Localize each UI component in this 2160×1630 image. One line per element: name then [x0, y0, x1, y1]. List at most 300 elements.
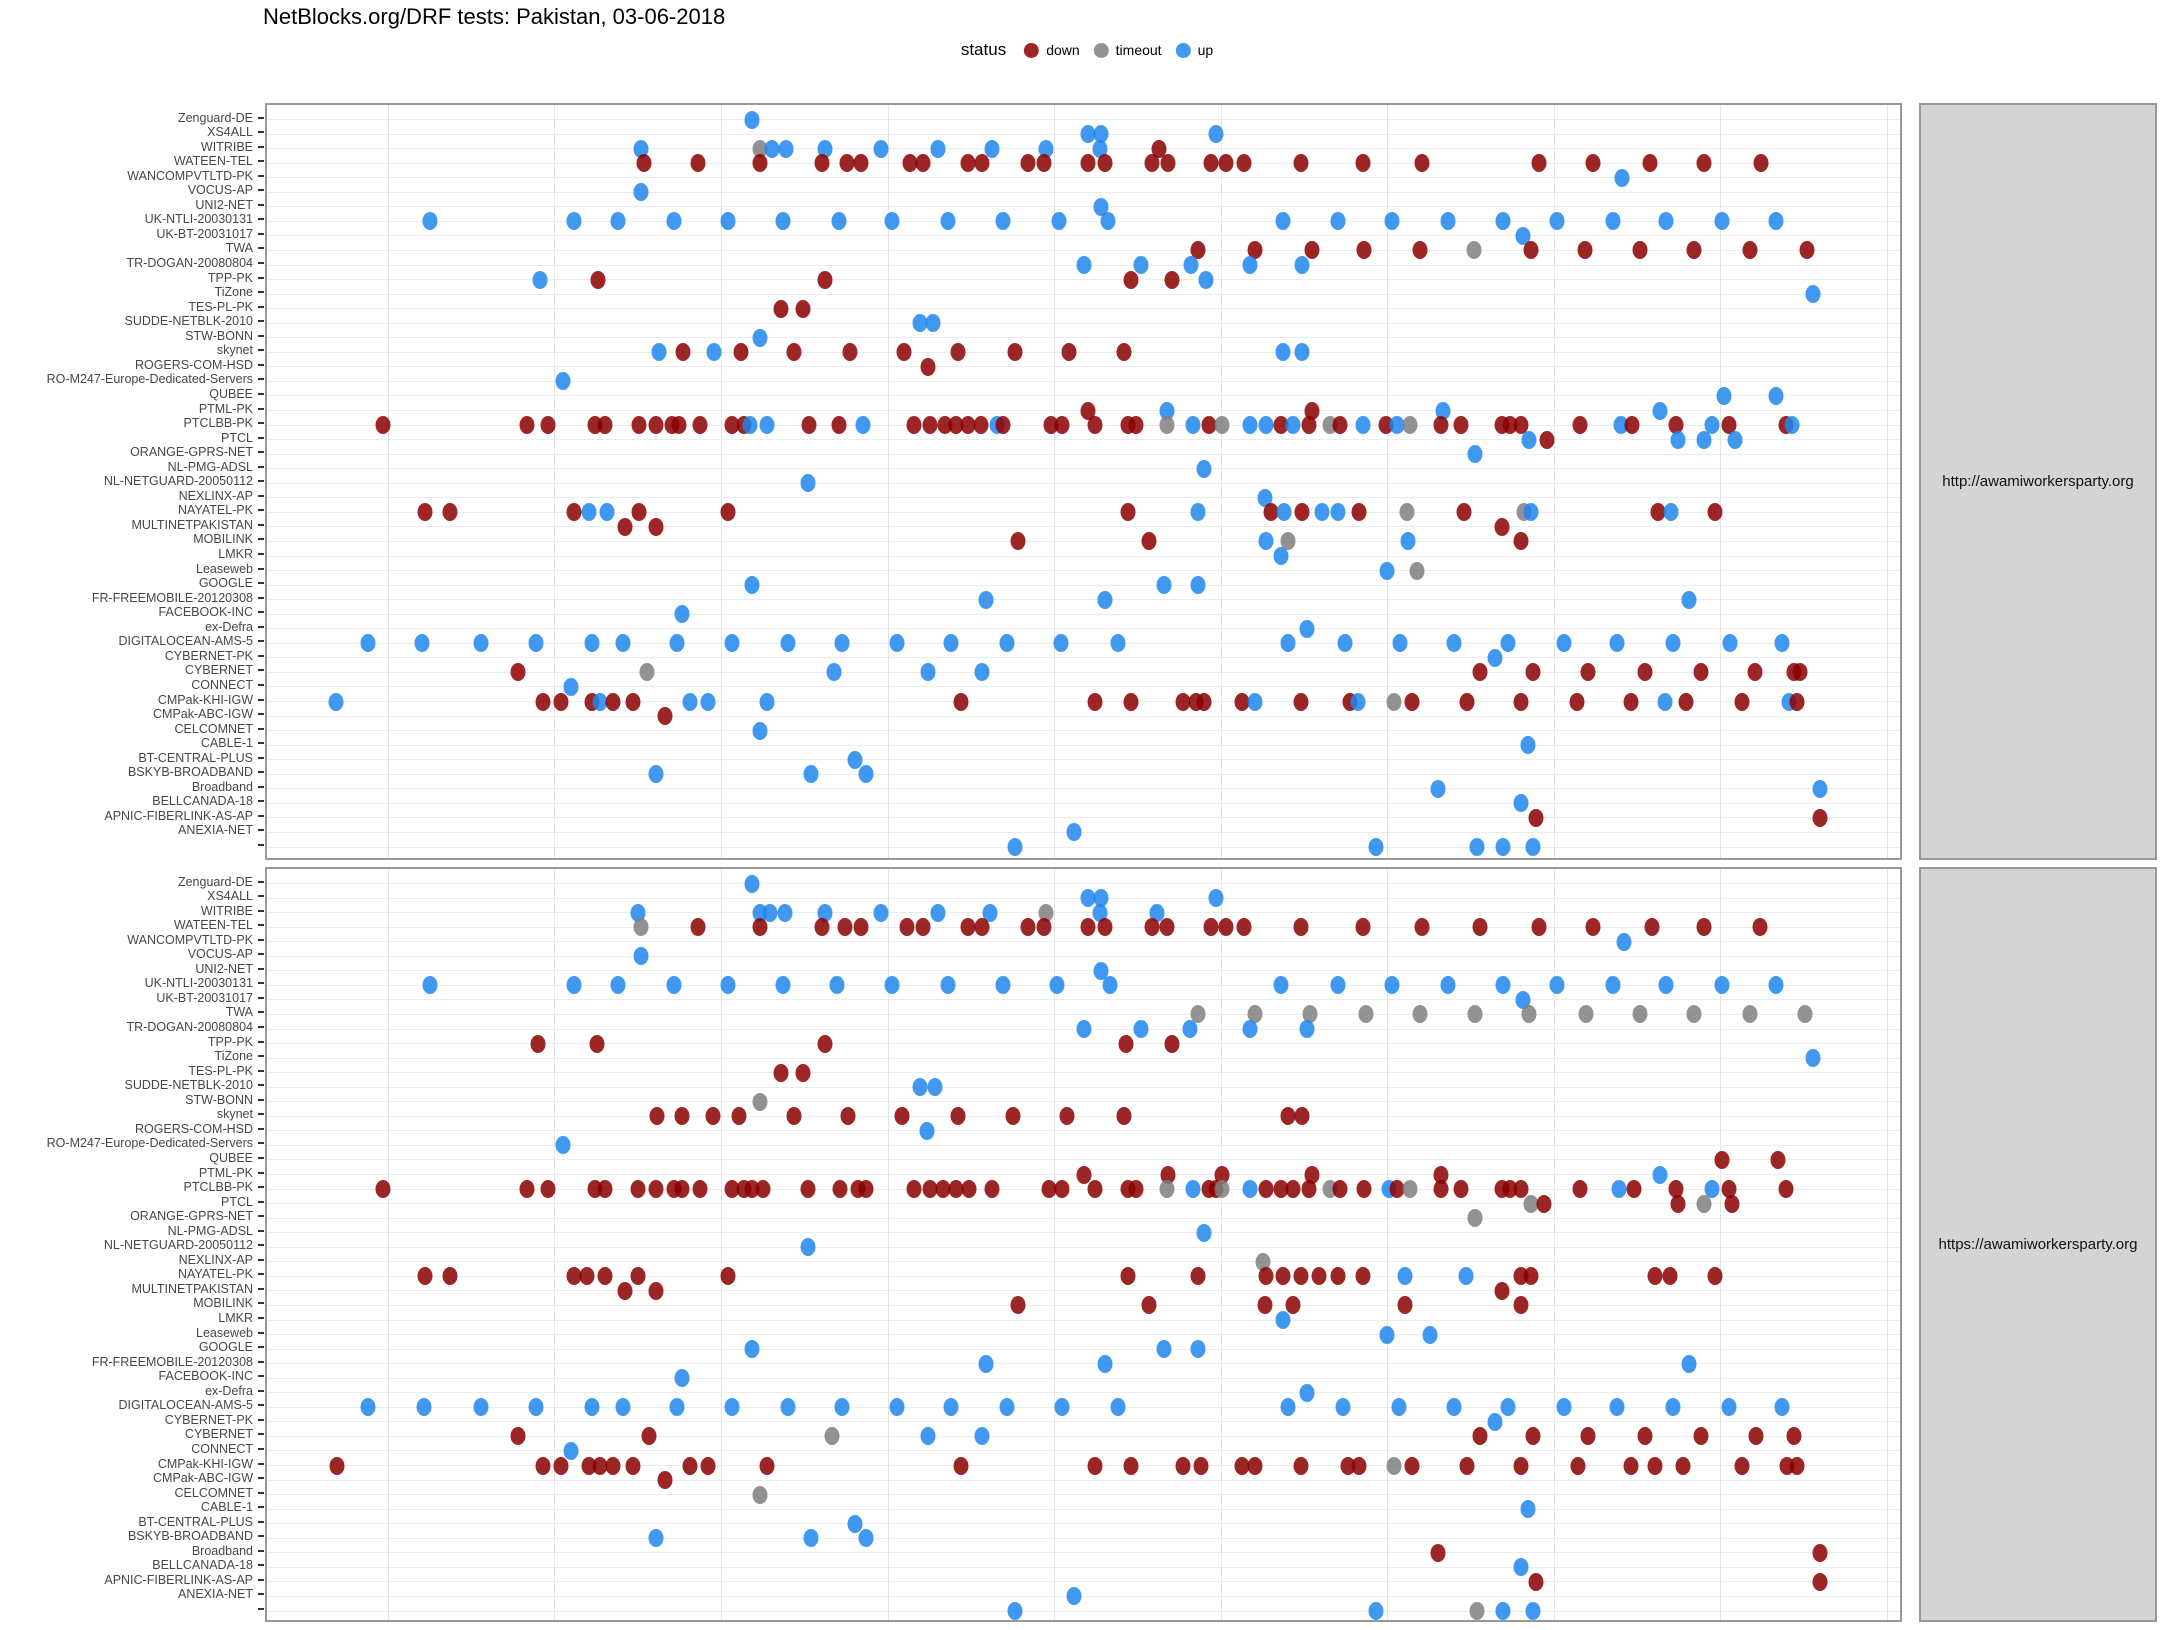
y-axis-labels-bottom-facet [0, 867, 265, 1622]
data-point-up [1806, 285, 1821, 303]
y-axis-label: DIGITALOCEAN-AMS-5 [118, 1398, 253, 1413]
data-point-down [815, 154, 830, 172]
data-point-up [759, 693, 774, 711]
data-point-down [1812, 1573, 1827, 1591]
data-point-down [962, 1180, 977, 1198]
data-point-down [1218, 918, 1233, 936]
data-point-down [1404, 1457, 1419, 1475]
data-point-down [442, 503, 457, 521]
y-tick-mark [258, 1244, 264, 1246]
data-point-up [1097, 1355, 1112, 1373]
y-axis-label: ORANGE-GPRS-NET [130, 445, 253, 460]
data-point-up [1682, 591, 1697, 609]
gridline-y [267, 1116, 1900, 1117]
data-point-up [874, 140, 889, 158]
y-axis-label: STW-BONN [185, 328, 253, 343]
y-axis-label: WATEEN-TEL [173, 154, 253, 169]
gridline-y [267, 1261, 1900, 1262]
y-axis-label: MULTINETPAKISTAN [131, 1281, 253, 1296]
y-tick-mark [258, 1041, 264, 1043]
data-point-up [776, 212, 791, 230]
gridline-x [1221, 869, 1222, 1620]
gridline-x [1887, 105, 1888, 858]
data-point-down [906, 1180, 921, 1198]
data-point-up [780, 1398, 795, 1416]
y-axis-label: WATEEN-TEL [173, 918, 253, 933]
y-tick-mark [258, 175, 264, 177]
data-point-down [1749, 1427, 1764, 1445]
y-axis-label: RO-M247-Europe-Dedicated-Servers [46, 1136, 253, 1151]
data-point-up [1285, 416, 1300, 434]
y-axis-label: APNIC-FIBERLINK-AS-AP [104, 808, 253, 823]
data-point-up [829, 976, 844, 994]
data-point-down [753, 154, 768, 172]
data-point-timeout [1798, 1005, 1813, 1023]
data-point-up [532, 271, 547, 289]
data-point-up [1007, 1602, 1022, 1620]
data-point-up [1666, 634, 1681, 652]
data-point-up [944, 634, 959, 652]
gridline-y [267, 526, 1900, 527]
y-tick-mark [258, 233, 264, 235]
y-axis-label: NEXLINX-AP [178, 1252, 253, 1267]
data-point-up [931, 140, 946, 158]
data-point-timeout [825, 1427, 840, 1445]
data-point-timeout [1409, 562, 1424, 580]
gridline-x [554, 105, 555, 858]
data-point-up [725, 634, 740, 652]
data-point-down [1623, 1457, 1638, 1475]
gridline-y [267, 1596, 1900, 1597]
data-point-up [1275, 343, 1290, 361]
data-point-down [1585, 154, 1600, 172]
data-point-down [1311, 1267, 1326, 1285]
data-point-down [1812, 1544, 1827, 1562]
y-axis-label: UK-BT-20031017 [156, 226, 253, 241]
data-point-down [1355, 1267, 1370, 1285]
data-point-down [896, 343, 911, 361]
y-tick-mark [258, 742, 264, 744]
data-point-down [774, 1064, 789, 1082]
y-axis-label: NAYATEL-PK [177, 503, 253, 518]
data-point-down [674, 1107, 689, 1125]
data-point-down [676, 343, 691, 361]
gridline-y [267, 585, 1900, 586]
data-point-up [927, 1078, 942, 1096]
timeout-status-dot-icon [1094, 43, 1109, 58]
y-axis-label: RO-M247-Europe-Dedicated-Servers [46, 372, 253, 387]
y-axis-label: UK-BT-20031017 [156, 990, 253, 1005]
gridline-y [267, 206, 1900, 207]
y-axis-label: Leaseweb [196, 561, 253, 576]
y-tick-mark [258, 437, 264, 439]
data-point-down [818, 1035, 833, 1053]
y-axis-label: GOOGLE [198, 576, 253, 591]
data-point-timeout [1215, 1180, 1230, 1198]
y-tick-mark [258, 786, 264, 788]
data-point-down [1293, 918, 1308, 936]
data-point-down [900, 918, 915, 936]
gridline-y [267, 381, 1900, 382]
y-axis-label: FR-FREEMOBILE-20120308 [91, 1354, 253, 1369]
data-point-down [1117, 343, 1132, 361]
data-point-up [1380, 562, 1395, 580]
data-point-down [1414, 154, 1429, 172]
data-point-up [847, 751, 862, 769]
gridline-y [267, 1378, 1900, 1379]
data-point-up [1721, 1398, 1736, 1416]
data-point-down [1648, 1457, 1663, 1475]
data-point-down [859, 1180, 874, 1198]
data-point-timeout [753, 1093, 768, 1111]
data-point-up [1243, 1180, 1258, 1198]
y-axis-label: PTML-PK [198, 1165, 253, 1180]
y-tick-mark [258, 1157, 264, 1159]
data-point-down [658, 707, 673, 725]
y-tick-mark [258, 218, 264, 220]
data-point-up [1440, 212, 1455, 230]
data-point-down [802, 416, 817, 434]
data-point-up [834, 1398, 849, 1416]
y-axis-label: CABLE-1 [200, 736, 253, 751]
data-point-up [633, 947, 648, 965]
data-point-down [1494, 518, 1509, 536]
y-tick-mark [258, 553, 264, 555]
data-point-down [1161, 154, 1176, 172]
data-point-up [1768, 976, 1783, 994]
data-point-down [720, 1267, 735, 1285]
y-axis-label: PTCLBB-PK [183, 1180, 253, 1195]
y-tick-mark [258, 895, 264, 897]
data-point-up [1401, 532, 1416, 550]
data-point-up [1385, 212, 1400, 230]
data-point-up [1605, 212, 1620, 230]
data-point-down [1357, 1180, 1372, 1198]
data-point-up [1185, 1180, 1200, 1198]
data-point-down [1007, 343, 1022, 361]
y-axis-label: UK-NTLI-20030131 [144, 976, 253, 991]
y-axis-label: TR-DOGAN-20080804 [126, 1020, 253, 1034]
data-point-down [442, 1267, 457, 1285]
y-tick-mark [258, 829, 264, 831]
data-point-down [1301, 1180, 1316, 1198]
data-point-down [1285, 1296, 1300, 1314]
data-point-down [625, 1457, 640, 1475]
data-point-up [1190, 576, 1205, 594]
y-axis-label: GOOGLE [198, 1340, 253, 1355]
data-point-up [1525, 838, 1540, 856]
data-point-up [803, 1529, 818, 1547]
y-tick-mark [258, 1084, 264, 1086]
data-point-down [1514, 1457, 1529, 1475]
data-point-down [1412, 241, 1427, 259]
legend [961, 40, 1213, 60]
gridline-y [267, 1334, 1900, 1335]
y-tick-mark [258, 306, 264, 308]
data-point-up [555, 1136, 570, 1154]
data-point-down [916, 918, 931, 936]
data-point-up [555, 372, 570, 390]
data-point-up [1331, 503, 1346, 521]
data-point-down [774, 300, 789, 318]
y-tick-mark [258, 728, 264, 730]
data-point-down [1648, 1267, 1663, 1285]
y-axis-label: QUBEE [209, 1150, 253, 1165]
data-point-down [753, 918, 768, 936]
data-point-down [1572, 1180, 1587, 1198]
data-point-up [890, 634, 905, 652]
data-point-up [780, 634, 795, 652]
data-point-up [1300, 1384, 1315, 1402]
y-axis-label: FACEBOOK-INC [158, 1369, 253, 1384]
data-point-up [725, 1398, 740, 1416]
data-point-up [1275, 1311, 1290, 1329]
data-point-up [1812, 780, 1827, 798]
data-point-down [1087, 1457, 1102, 1475]
data-point-down [375, 1180, 390, 1198]
data-point-up [1243, 256, 1258, 274]
data-point-down [1081, 154, 1096, 172]
y-tick-mark [258, 684, 264, 686]
data-point-up [1100, 212, 1115, 230]
legend-title: status [960, 40, 1007, 59]
y-tick-mark [258, 204, 264, 206]
data-point-down [648, 1282, 663, 1300]
data-point-down [1218, 154, 1233, 172]
data-point-up [1458, 1267, 1473, 1285]
data-point-down [960, 918, 975, 936]
data-point-down [1697, 154, 1712, 172]
data-point-down [1473, 663, 1488, 681]
data-point-down [720, 503, 735, 521]
data-point-up [856, 416, 871, 434]
y-tick-mark [258, 881, 264, 883]
y-axis-label: DIGITALOCEAN-AMS-5 [118, 634, 253, 649]
data-point-down [617, 1282, 632, 1300]
data-point-up [745, 111, 760, 129]
y-axis-label: MULTINETPAKISTAN [131, 517, 253, 532]
data-point-up [1715, 212, 1730, 230]
y-tick-mark [258, 1593, 264, 1595]
data-point-down [815, 918, 830, 936]
y-tick-mark [258, 1477, 264, 1479]
y-tick-mark [258, 262, 264, 264]
y-axis-label: CYBERNET [184, 663, 253, 678]
y-axis-label: ANEXIA-NET [177, 823, 253, 838]
gridline-y [267, 941, 1900, 942]
data-point-down [1708, 1267, 1723, 1285]
gridline-y [267, 1320, 1900, 1321]
data-point-down [1293, 693, 1308, 711]
data-point-down [838, 918, 853, 936]
data-point-down [1055, 416, 1070, 434]
data-point-down [1585, 918, 1600, 936]
y-axis-label: skynet [216, 343, 253, 358]
data-point-up [720, 212, 735, 230]
data-point-down [1305, 241, 1320, 259]
data-point-down [1532, 918, 1547, 936]
y-tick-mark [258, 844, 264, 846]
data-point-up [529, 634, 544, 652]
data-point-up [1066, 1587, 1081, 1605]
y-axis-label: NEXLINX-AP [178, 488, 253, 503]
data-point-up [800, 1238, 815, 1256]
data-point-down [818, 271, 833, 289]
y-tick-mark [258, 1113, 264, 1115]
data-point-up [1208, 125, 1223, 143]
data-point-up [563, 678, 578, 696]
y-axis-label: QUBEE [209, 386, 253, 401]
data-point-up [919, 1122, 934, 1140]
y-axis-label: MOBILINK [193, 532, 253, 547]
data-point-down [1117, 1107, 1132, 1125]
gridline-y [267, 730, 1900, 731]
gridline-y [267, 985, 1900, 986]
gridline-y [267, 1058, 1900, 1059]
data-point-up [1391, 1398, 1406, 1416]
data-point-down [1159, 918, 1174, 936]
data-point-up [1447, 1398, 1462, 1416]
data-point-up [1514, 794, 1529, 812]
data-point-down [519, 416, 534, 434]
data-point-down [1793, 663, 1808, 681]
data-point-up [581, 503, 596, 521]
data-point-down [960, 154, 975, 172]
data-point-down [1332, 1180, 1347, 1198]
data-point-down [1715, 1151, 1730, 1169]
data-point-down [375, 416, 390, 434]
y-tick-mark [258, 146, 264, 148]
data-point-down [1087, 416, 1102, 434]
data-point-up [1275, 212, 1290, 230]
gridline-y [267, 352, 1900, 353]
data-point-timeout [1742, 1005, 1757, 1023]
data-point-down [1434, 1180, 1449, 1198]
data-point-down [1626, 1180, 1641, 1198]
facet-label-https: https://awamiworkersparty.org [1938, 1236, 2138, 1253]
data-point-up [1470, 838, 1485, 856]
data-point-down [1625, 416, 1640, 434]
data-point-down [950, 1107, 965, 1125]
data-point-timeout [1687, 1005, 1702, 1023]
data-point-timeout [1399, 503, 1414, 521]
data-point-up [1657, 693, 1672, 711]
gridline-y [267, 323, 1900, 324]
data-point-up [615, 634, 630, 652]
y-tick-mark [258, 1302, 264, 1304]
y-axis-label: NAYATEL-PK [177, 1267, 253, 1282]
data-point-down [617, 518, 632, 536]
data-point-down [1275, 1267, 1290, 1285]
data-point-down [1087, 1180, 1102, 1198]
y-axis-label: CYBERNET-PK [164, 648, 253, 663]
data-point-down [1301, 416, 1316, 434]
data-point-up [1520, 736, 1535, 754]
gridline-y [267, 425, 1900, 426]
data-point-up [1355, 416, 1370, 434]
data-point-down [1638, 663, 1653, 681]
y-tick-mark [258, 480, 264, 482]
data-point-down [1011, 532, 1026, 550]
data-point-up [1447, 634, 1462, 652]
data-point-up [1110, 1398, 1125, 1416]
data-point-up [1488, 1413, 1503, 1431]
data-point-up [633, 183, 648, 201]
data-point-down [1097, 918, 1112, 936]
data-point-up [669, 634, 684, 652]
data-point-down [787, 1107, 802, 1125]
data-point-down [1460, 1457, 1475, 1475]
y-tick-mark [258, 277, 264, 279]
data-point-up [978, 591, 993, 609]
data-point-down [1203, 154, 1218, 172]
data-point-up [473, 1398, 488, 1416]
data-point-up [803, 765, 818, 783]
y-tick-mark [258, 1128, 264, 1130]
gridline-y [267, 1072, 1900, 1073]
data-point-down [418, 1267, 433, 1285]
data-point-up [666, 976, 681, 994]
y-tick-mark [258, 771, 264, 773]
data-point-down [1285, 1180, 1300, 1198]
data-point-up [1295, 343, 1310, 361]
data-point-down [1581, 663, 1596, 681]
data-point-up [1488, 649, 1503, 667]
gridline-y [267, 643, 1900, 644]
gridline-y [267, 628, 1900, 629]
y-tick-mark [258, 1448, 264, 1450]
y-axis-label: CABLE-1 [200, 1500, 253, 1515]
data-point-up [996, 976, 1011, 994]
data-point-down [1197, 693, 1212, 711]
y-axis-label: NL-PMG-ADSL [167, 1223, 253, 1238]
data-point-down [589, 1035, 604, 1053]
y-axis-label: Leaseweb [196, 1325, 253, 1340]
y-axis-label: BT-CENTRAL-PLUS [138, 750, 253, 765]
gridline-y [267, 497, 1900, 498]
y-tick-mark [258, 597, 264, 599]
y-axis-label: CMPak-ABC-IGW [153, 1471, 253, 1486]
data-point-down [1734, 693, 1749, 711]
data-point-down [630, 1180, 645, 1198]
data-point-down [975, 918, 990, 936]
y-axis-label: CYBERNET-PK [164, 1412, 253, 1427]
y-tick-mark [258, 800, 264, 802]
data-point-up [1716, 387, 1731, 405]
y-tick-mark [258, 1230, 264, 1232]
data-point-down [567, 503, 582, 521]
gridline-y [267, 759, 1900, 760]
data-point-down [637, 154, 652, 172]
gridline-y [267, 1538, 1900, 1539]
y-tick-mark [258, 1433, 264, 1435]
data-point-timeout [1412, 1005, 1427, 1023]
data-point-down [731, 1107, 746, 1125]
y-tick-mark [258, 160, 264, 162]
data-point-up [859, 765, 874, 783]
data-point-up [1053, 634, 1068, 652]
y-axis-label: TWA [225, 1005, 253, 1020]
gridline-x [554, 869, 555, 1620]
gridline-y [267, 221, 1900, 222]
data-point-up [745, 875, 760, 893]
data-point-down [1790, 693, 1805, 711]
y-tick-mark [258, 1011, 264, 1013]
data-point-down [1352, 1457, 1367, 1475]
legend-item-down [1024, 42, 1079, 58]
data-point-down [839, 154, 854, 172]
data-point-down [831, 416, 846, 434]
